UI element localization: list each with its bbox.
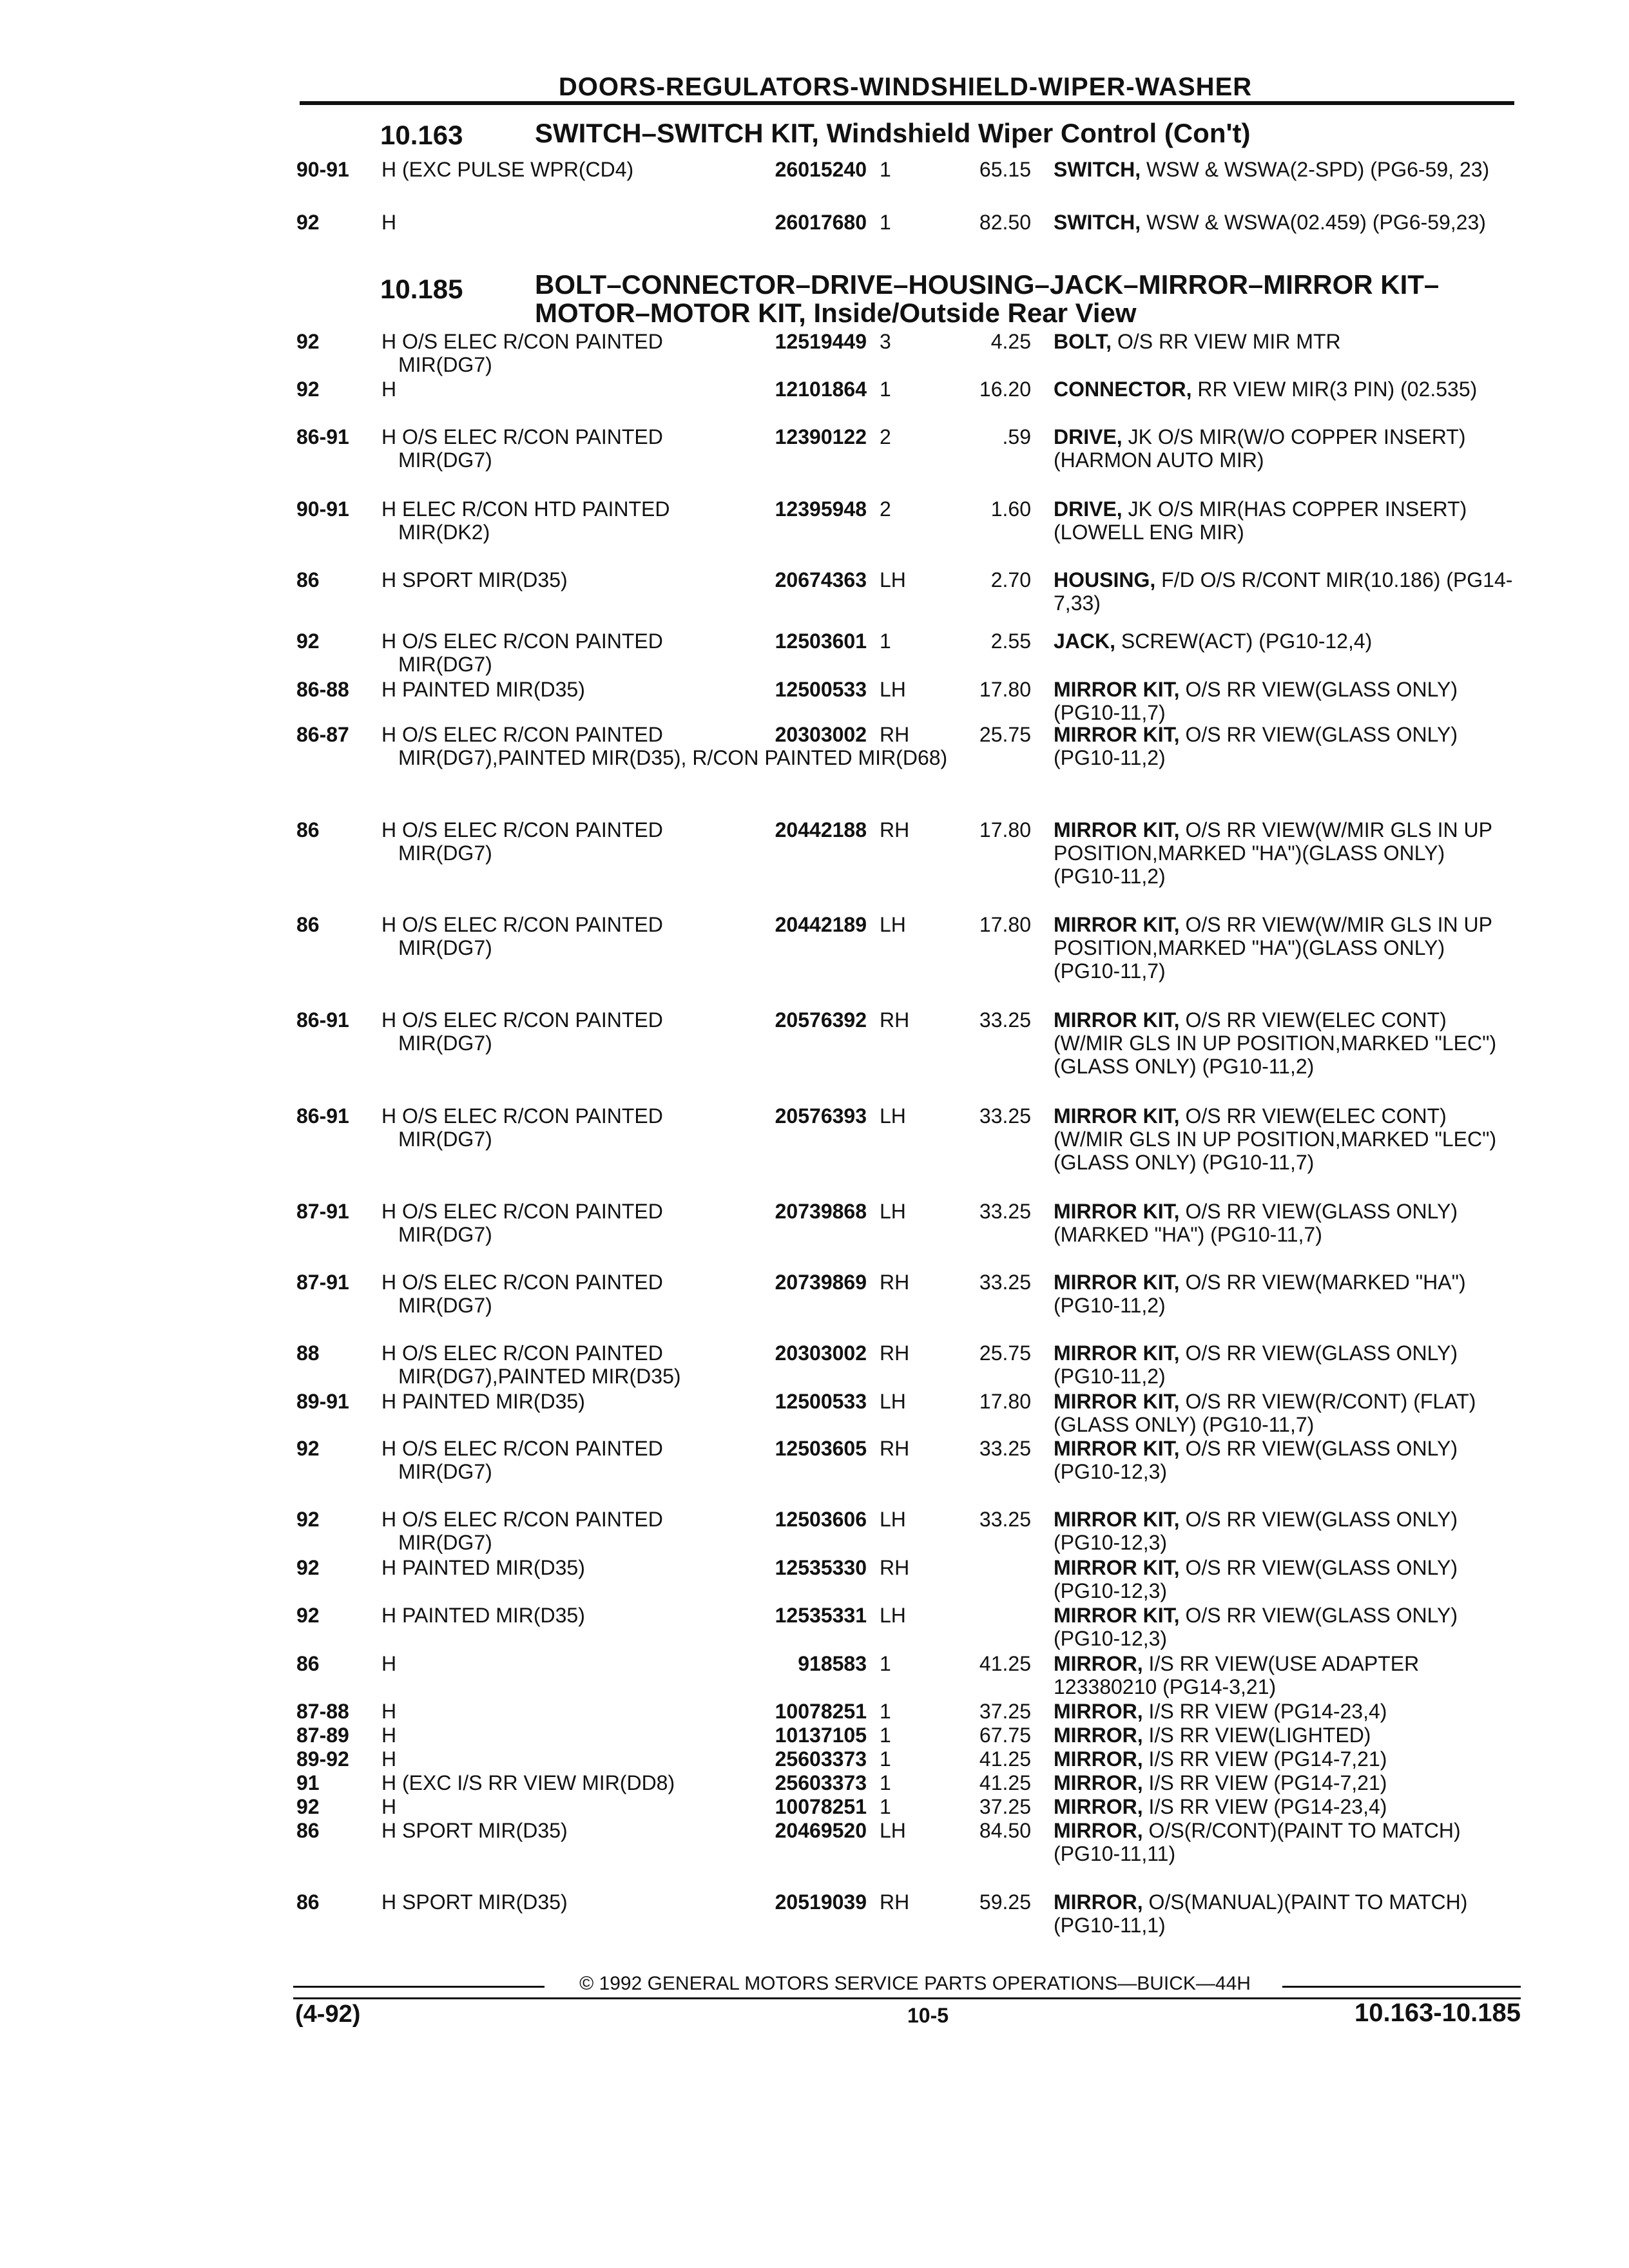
application-description — [381, 1271, 723, 1317]
part-name — [1054, 330, 1514, 353]
quantity: RH — [880, 723, 910, 746]
part-detail: O/S RR VIEW(R/CONT) (FLAT)(GLASS ONLY) (PG10-11,7) — [1054, 1390, 1476, 1436]
application-line: H SPORT MIR(D35) — [381, 1819, 568, 1842]
application-line-2: MIR(DG7) — [398, 936, 492, 959]
part-detail: O/S RR VIEW MIR MTR — [1117, 330, 1341, 353]
quantity: RH — [880, 1008, 910, 1032]
part-name — [1054, 211, 1514, 234]
quantity: 1 — [880, 1652, 891, 1675]
quantity: 1 — [880, 1795, 891, 1818]
part-detail: RR VIEW MIR(3 PIN) (02.535) — [1197, 378, 1478, 401]
application-line-2: MIR(DG7) — [398, 1223, 492, 1246]
part-number: 12519449 — [775, 330, 867, 353]
application-line: H O/S ELEC R/CON PAINTED — [381, 818, 663, 841]
model-years: 86 — [296, 818, 320, 841]
part-name — [1054, 497, 1514, 544]
part-detail: I/S RR VIEW (PG14-7,21) — [1148, 1771, 1387, 1794]
part-name-label: MIRROR KIT, — [1054, 1008, 1180, 1032]
section-10-185 — [296, 269, 1521, 1937]
part-name-label: MIRROR, — [1054, 1771, 1143, 1794]
part-name-label: MIRROR KIT, — [1054, 913, 1180, 936]
part-number: 12503605 — [775, 1437, 867, 1460]
part-name-label: MIRROR KIT, — [1054, 678, 1180, 701]
application-description — [381, 1890, 723, 1914]
part-name-label: MIRROR KIT, — [1054, 1271, 1180, 1294]
part-detail: O/S RR VIEW(GLASS ONLY) (PG10-12,3) — [1054, 1556, 1458, 1602]
part-number: 918583 — [798, 1652, 867, 1675]
application-line: H — [381, 378, 397, 401]
application-description — [381, 568, 723, 591]
part-number: 20739869 — [775, 1271, 867, 1294]
application-description — [381, 1604, 723, 1627]
model-years: 92 — [296, 1795, 320, 1818]
part-detail: O/S RR VIEW(GLASS ONLY) (PG10-11,2) — [1054, 1341, 1458, 1388]
application-description — [381, 1390, 723, 1413]
application-line-2: MIR(DG7) — [398, 448, 492, 472]
application-line: H PAINTED MIR(D35) — [381, 1390, 585, 1413]
model-years: 87-89 — [296, 1724, 349, 1747]
part-name — [1054, 1724, 1514, 1747]
application-description — [381, 497, 723, 544]
model-years: 90-91 — [296, 158, 349, 181]
quantity: 1 — [880, 378, 891, 401]
application-line: H O/S ELEC R/CON PAINTED — [381, 1008, 663, 1032]
part-detail: I/S RR VIEW(LIGHTED) — [1148, 1724, 1371, 1747]
quantity: 3 — [880, 330, 891, 353]
model-years: 92 — [296, 330, 320, 353]
model-years: 86-91 — [296, 1104, 349, 1128]
application-description — [381, 913, 723, 959]
page-header-title: DOORS-REGULATORS-WINDSHIELD-WIPER-WASHER — [558, 73, 1253, 101]
application-line: H O/S ELEC R/CON PAINTED — [381, 1508, 663, 1531]
part-name — [1054, 425, 1514, 472]
part-detail: O/S RR VIEW(GLASS ONLY) (PG10-12,3) — [1054, 1437, 1458, 1483]
application-line: H O/S ELEC R/CON PAINTED — [381, 723, 663, 746]
model-years: 89-92 — [296, 1747, 349, 1771]
application-line: H O/S ELEC R/CON PAINTED — [381, 1437, 663, 1460]
application-line: H O/S ELEC R/CON PAINTED — [381, 1341, 663, 1365]
part-detail: O/S RR VIEW(W/MIR GLS IN UP POSITION,MARKED "HA")(GLASS ONLY) (PG10-11,2) — [1054, 818, 1492, 888]
part-detail: WSW & WSWA(02.459) (PG6-59,23) — [1146, 211, 1486, 234]
quantity: LH — [880, 678, 906, 701]
part-number: 20674363 — [775, 568, 867, 591]
part-name-label: MIRROR KIT, — [1054, 1341, 1180, 1365]
quantity: RH — [880, 1890, 910, 1914]
price: 41.25 — [979, 1747, 1031, 1771]
part-detail: F/D O/S R/CONT MIR(10.186) (PG14-7,33) — [1054, 568, 1513, 615]
part-name-label: SWITCH, — [1054, 158, 1141, 181]
part-name — [1054, 1652, 1514, 1698]
part-detail: WSW & WSWA(2-SPD) (PG6-59, 23) — [1146, 158, 1490, 181]
price: 41.25 — [979, 1771, 1031, 1794]
price: 17.80 — [979, 818, 1031, 841]
application-line: H — [381, 1700, 397, 1723]
application-description — [381, 1724, 723, 1747]
part-number: 26015240 — [775, 158, 867, 181]
part-number: 12101864 — [775, 378, 867, 401]
price: 65.15 — [979, 158, 1031, 181]
quantity: 1 — [880, 1724, 891, 1747]
application-description — [381, 1341, 723, 1388]
part-number: 12503601 — [775, 629, 867, 653]
part-name — [1054, 378, 1514, 401]
part-name — [1054, 723, 1514, 769]
price: 17.80 — [979, 913, 1031, 936]
part-name-label: MIRROR, — [1054, 1795, 1143, 1818]
application-line: H O/S ELEC R/CON PAINTED — [381, 330, 663, 353]
application-description — [381, 1508, 723, 1554]
quantity: RH — [880, 1341, 910, 1365]
price: 1.60 — [990, 497, 1031, 521]
part-detail: I/S RR VIEW (PG14-23,4) — [1148, 1795, 1387, 1818]
part-number: 10078251 — [775, 1700, 867, 1723]
application-line-2: MIR(DG7) — [398, 653, 492, 676]
part-name — [1054, 1104, 1514, 1174]
application-line: H PAINTED MIR(D35) — [381, 1556, 585, 1579]
quantity: 1 — [880, 629, 891, 653]
application-description — [381, 1200, 723, 1246]
part-name — [1054, 1795, 1514, 1818]
price: 37.25 — [979, 1795, 1031, 1818]
application-description — [381, 158, 723, 181]
model-years: 86 — [296, 568, 320, 591]
quantity: RH — [880, 818, 910, 841]
price: 82.50 — [979, 211, 1031, 234]
part-name — [1054, 818, 1514, 888]
footer-copyright: © 1992 GENERAL MOTORS SERVICE PARTS OPERATIONS—BUICK—44H — [579, 1973, 1251, 1994]
application-line-2: MIR(DG7) — [398, 1531, 492, 1554]
quantity: LH — [880, 1508, 906, 1531]
part-name-label: MIRROR KIT, — [1054, 1104, 1180, 1128]
footer-revision-date: (4-92) — [295, 2001, 361, 2028]
application-description — [381, 1819, 723, 1842]
part-detail: O/S RR VIEW(GLASS ONLY) (PG10-12,3) — [1054, 1508, 1458, 1554]
part-number: 20469520 — [775, 1819, 867, 1842]
price: 84.50 — [979, 1819, 1031, 1842]
part-name — [1054, 1747, 1514, 1771]
header-rule — [300, 101, 1514, 105]
part-name-label: JACK, — [1054, 629, 1116, 653]
part-number: 12500533 — [775, 678, 867, 701]
quantity: LH — [880, 1104, 906, 1128]
part-name-label: MIRROR, — [1054, 1652, 1143, 1675]
part-name-label: MIRROR, — [1054, 1700, 1143, 1723]
application-description — [381, 818, 723, 865]
price: .59 — [1002, 425, 1031, 448]
part-name — [1054, 629, 1514, 653]
application-line-2: MIR(DK2) — [398, 521, 490, 544]
model-years: 92 — [296, 629, 320, 653]
application-description — [381, 1795, 723, 1818]
model-years: 91 — [296, 1771, 320, 1794]
part-name-label: MIRROR, — [1054, 1747, 1143, 1771]
model-years: 86 — [296, 913, 320, 936]
price: 33.25 — [979, 1508, 1031, 1531]
application-description — [381, 1771, 723, 1794]
part-name — [1054, 568, 1514, 615]
section-10-163 — [296, 118, 1521, 234]
model-years: 92 — [296, 1437, 320, 1460]
part-detail: O/S RR VIEW(W/MIR GLS IN UP POSITION,MARKED "HA")(GLASS ONLY) (PG10-11,7) — [1054, 913, 1492, 983]
application-description — [381, 1652, 723, 1675]
quantity: 2 — [880, 497, 891, 521]
part-name-label: MIRROR KIT, — [1054, 1437, 1180, 1460]
part-detail: O/S RR VIEW(GLASS ONLY) (MARKED "HA") (PG10-11,7) — [1054, 1200, 1458, 1246]
part-number: 20303002 — [775, 723, 867, 746]
part-name-label: MIRROR, — [1054, 1724, 1143, 1747]
application-line-2: MIR(DG7),PAINTED MIR(D35) — [398, 1365, 681, 1388]
application-line-2: MIR(DG7) — [398, 841, 492, 865]
quantity: 2 — [880, 425, 891, 448]
part-number: 26017680 — [775, 211, 867, 234]
part-detail: O/S RR VIEW(ELEC CONT) (W/MIR GLS IN UP POSITION,MARKED "LEC") (GLASS ONLY) (PG10-11,7) — [1054, 1104, 1497, 1174]
quantity: RH — [880, 1556, 910, 1579]
application-description — [381, 330, 723, 376]
part-number: 20519039 — [775, 1890, 867, 1914]
part-number: 10137105 — [775, 1724, 867, 1747]
part-detail: I/S RR VIEW (PG14-7,21) — [1148, 1747, 1387, 1771]
application-description — [381, 1556, 723, 1579]
application-line-2: MIR(DG7) — [398, 1032, 492, 1055]
price: 33.25 — [979, 1008, 1031, 1032]
quantity: LH — [880, 568, 906, 591]
part-name — [1054, 1508, 1514, 1554]
part-name — [1054, 1341, 1514, 1388]
price: 17.80 — [979, 1390, 1031, 1413]
application-line: H O/S ELEC R/CON PAINTED — [381, 913, 663, 936]
quantity: RH — [880, 1271, 910, 1294]
part-number: 12395948 — [775, 497, 867, 521]
part-name — [1054, 1819, 1514, 1865]
application-line-2: MIR(DG7) — [398, 353, 492, 376]
model-years: 87-88 — [296, 1700, 349, 1723]
part-name-label: MIRROR, — [1054, 1890, 1143, 1914]
application-line-2: MIR(DG7) — [398, 1294, 492, 1317]
model-years: 86-88 — [296, 678, 349, 701]
application-line-2: MIR(DG7) — [398, 1128, 492, 1151]
application-line: H — [381, 1652, 397, 1675]
quantity: 1 — [880, 1700, 891, 1723]
part-name-label: DRIVE, — [1054, 425, 1123, 448]
part-name-label: MIRROR KIT, — [1054, 818, 1180, 841]
application-line: H O/S ELEC R/CON PAINTED — [381, 1200, 663, 1223]
section-number: 10.185 — [380, 274, 463, 304]
application-line: H (EXC PULSE WPR(CD4) — [381, 158, 634, 181]
model-years: 86-87 — [296, 723, 349, 746]
part-detail: O/S RR VIEW(GLASS ONLY) (PG10-11,2) — [1054, 723, 1458, 769]
part-name — [1054, 1700, 1514, 1723]
application-description — [381, 1437, 723, 1483]
model-years: 89-91 — [296, 1390, 349, 1413]
model-years: 86 — [296, 1819, 320, 1842]
quantity: LH — [880, 1604, 906, 1627]
part-name-label: MIRROR KIT, — [1054, 723, 1180, 746]
application-line: H SPORT MIR(D35) — [381, 1890, 568, 1914]
part-name — [1054, 1604, 1514, 1650]
quantity: 1 — [880, 211, 891, 234]
part-name — [1054, 158, 1514, 181]
part-name — [1054, 1008, 1514, 1078]
part-name-label: HOUSING, — [1054, 568, 1156, 591]
quantity: 1 — [880, 158, 891, 181]
application-line: H O/S ELEC R/CON PAINTED — [381, 425, 663, 448]
application-line: H — [381, 1747, 397, 1771]
application-line-2: MIR(DG7) — [398, 1460, 492, 1483]
quantity: LH — [880, 1200, 906, 1223]
part-detail: O/S RR VIEW(MARKED "HA") (PG10-11,2) — [1054, 1271, 1466, 1317]
price: 67.75 — [979, 1724, 1031, 1747]
part-number: 20739868 — [775, 1200, 867, 1223]
part-number: 20303002 — [775, 1341, 867, 1365]
quantity: LH — [880, 913, 906, 936]
price: 2.70 — [990, 568, 1031, 591]
application-line: H O/S ELEC R/CON PAINTED — [381, 1271, 663, 1294]
part-name — [1054, 1771, 1514, 1794]
model-years: 92 — [296, 1556, 320, 1579]
price: 33.25 — [979, 1271, 1031, 1294]
part-number: 12390122 — [775, 425, 867, 448]
model-years: 90-91 — [296, 497, 349, 521]
application-line: H — [381, 1795, 397, 1818]
section-heading — [296, 119, 1521, 158]
model-years: 88 — [296, 1341, 320, 1365]
quantity: 1 — [880, 1771, 891, 1794]
application-description — [381, 678, 723, 701]
part-name-label: DRIVE, — [1054, 497, 1123, 521]
part-name-label: MIRROR KIT, — [1054, 1556, 1180, 1579]
part-name-label: MIRROR KIT, — [1054, 1200, 1180, 1223]
application-line: H — [381, 211, 397, 234]
part-name — [1054, 1437, 1514, 1483]
part-name-label: MIRROR KIT, — [1054, 1390, 1180, 1413]
model-years: 92 — [296, 1604, 320, 1627]
part-detail: O/S RR VIEW(ELEC CONT) (W/MIR GLS IN UP POSITION,MARKED "LEC") (GLASS ONLY) (PG10-11,2) — [1054, 1008, 1497, 1078]
section-heading — [296, 271, 1521, 330]
model-years: 86-91 — [296, 425, 349, 448]
model-years: 86 — [296, 1890, 320, 1914]
section-title: SWITCH–SWITCH KIT, Windshield Wiper Control (Con't) — [535, 118, 1251, 148]
part-detail: SCREW(ACT) (PG10-12,4) — [1121, 629, 1373, 653]
part-number: 25603373 — [775, 1771, 867, 1794]
quantity: RH — [880, 1437, 910, 1460]
application-description — [381, 1747, 723, 1771]
section-number: 10.163 — [380, 120, 463, 150]
price: 33.25 — [979, 1200, 1031, 1223]
part-name-label: MIRROR KIT, — [1054, 1604, 1180, 1627]
model-years: 92 — [296, 1508, 320, 1531]
application-line: H PAINTED MIR(D35) — [381, 1604, 585, 1627]
quantity: LH — [880, 1819, 906, 1842]
footer-section-range: 10.163-10.185 — [1354, 1999, 1521, 2027]
part-detail: O/S RR VIEW(GLASS ONLY) (PG10-11,7) — [1054, 678, 1458, 724]
quantity: LH — [880, 1390, 906, 1413]
application-description — [381, 211, 723, 234]
part-detail: JK O/S MIR(HAS COPPER INSERT) (LOWELL ENG MIR) — [1054, 497, 1467, 544]
part-name-label: MIRROR, — [1054, 1819, 1143, 1842]
application-line: H SPORT MIR(D35) — [381, 568, 568, 591]
application-line: H PAINTED MIR(D35) — [381, 678, 585, 701]
part-name-label: SWITCH, — [1054, 211, 1141, 234]
footer-rule-right — [1282, 1986, 1521, 1988]
model-years: 86 — [296, 1652, 320, 1675]
part-number: 10078251 — [775, 1795, 867, 1818]
application-description — [381, 1700, 723, 1723]
part-name — [1054, 678, 1514, 724]
section-title: BOLT–CONNECTOR–DRIVE–HOUSING–JACK–MIRROR–MIRROR KIT–MOTOR–MOTOR KIT, Inside/Outside Rear View — [535, 269, 1440, 328]
footer-rule-left — [293, 1986, 545, 1988]
model-years: 87-91 — [296, 1271, 349, 1294]
part-number: 20576393 — [775, 1104, 867, 1128]
application-description — [381, 629, 723, 676]
part-name-label: CONNECTOR, — [1054, 378, 1192, 401]
part-name — [1054, 1271, 1514, 1317]
price: 4.25 — [990, 330, 1031, 353]
part-name — [1054, 1390, 1514, 1436]
price: 16.20 — [979, 378, 1031, 401]
part-detail: O/S(R/CONT)(PAINT TO MATCH) (PG10-11,11) — [1054, 1819, 1461, 1865]
price: 2.55 — [990, 629, 1031, 653]
part-name — [1054, 1556, 1514, 1602]
part-name-label: MIRROR KIT, — [1054, 1508, 1180, 1531]
application-line-2: MIR(DG7),PAINTED MIR(D35), R/CON PAINTED MIR(D68) — [398, 746, 948, 769]
application-description — [381, 425, 723, 472]
price: 25.75 — [979, 1341, 1031, 1365]
part-number: 20442189 — [775, 913, 867, 936]
application-description — [381, 378, 723, 401]
part-number: 20442188 — [775, 818, 867, 841]
application-line: H O/S ELEC R/CON PAINTED — [381, 629, 663, 653]
price: 17.80 — [979, 678, 1031, 701]
part-detail: I/S RR VIEW(USE ADAPTER 123380210 (PG14-3,21) — [1054, 1652, 1420, 1698]
part-number: 12503606 — [775, 1508, 867, 1531]
price: 33.25 — [979, 1104, 1031, 1128]
part-number: 12535330 — [775, 1556, 867, 1579]
part-number: 20576392 — [775, 1008, 867, 1032]
application-line: H — [381, 1724, 397, 1747]
price: 33.25 — [979, 1437, 1031, 1460]
part-name — [1054, 913, 1514, 983]
model-years: 92 — [296, 211, 320, 234]
model-years: 92 — [296, 378, 320, 401]
part-name — [1054, 1200, 1514, 1246]
application-description — [381, 1008, 723, 1055]
application-line: H ELEC R/CON HTD PAINTED — [381, 497, 670, 521]
footer-page-number: 10-5 — [907, 2004, 949, 2027]
application-line: H O/S ELEC R/CON PAINTED — [381, 1104, 663, 1128]
part-detail: O/S RR VIEW(GLASS ONLY) (PG10-12,3) — [1054, 1604, 1458, 1650]
model-years: 87-91 — [296, 1200, 349, 1223]
part-number: 25603373 — [775, 1747, 867, 1771]
part-detail: O/S(MANUAL)(PAINT TO MATCH) (PG10-11,1) — [1054, 1890, 1468, 1937]
price: 25.75 — [979, 723, 1031, 746]
model-years: 86-91 — [296, 1008, 349, 1032]
price: 37.25 — [979, 1700, 1031, 1723]
part-number: 12535331 — [775, 1604, 867, 1627]
application-description — [381, 1104, 723, 1151]
part-detail: I/S RR VIEW (PG14-23,4) — [1148, 1700, 1387, 1723]
application-line: H (EXC I/S RR VIEW MIR(DD8) — [381, 1771, 675, 1794]
part-detail: JK O/S MIR(W/O COPPER INSERT) (HARMON AUTO MIR) — [1054, 425, 1466, 472]
price: 41.25 — [979, 1652, 1031, 1675]
part-name-label: BOLT, — [1054, 330, 1112, 353]
part-name — [1054, 1890, 1514, 1937]
part-number: 12500533 — [775, 1390, 867, 1413]
price: 59.25 — [979, 1890, 1031, 1914]
quantity: 1 — [880, 1747, 891, 1771]
